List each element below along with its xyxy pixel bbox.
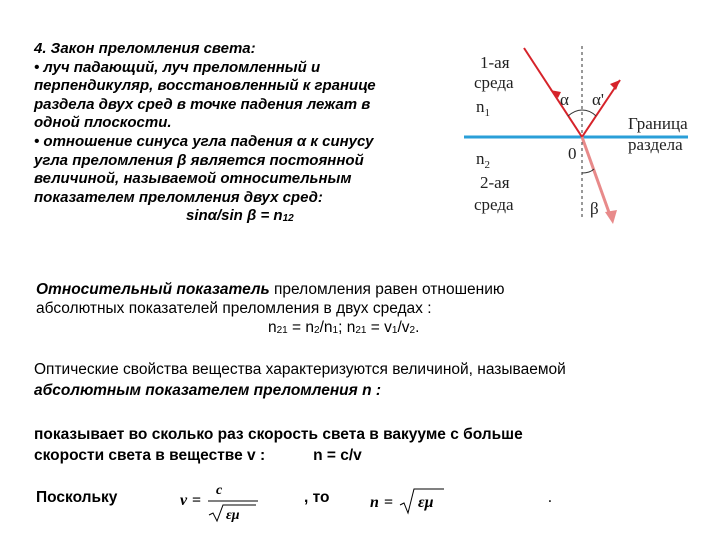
- v-symbol: v: [180, 492, 188, 509]
- beta-symbol: β: [247, 207, 257, 225]
- absolute-index-block: [34, 359, 694, 401]
- velocity-formula: [178, 479, 278, 525]
- text: к синусу: [306, 132, 374, 150]
- text: ; n: [338, 319, 356, 336]
- relative-index-formulas: [36, 318, 676, 340]
- law-point-2-cont: показателем преломления двух сред:: [34, 188, 323, 206]
- equals-sign: =: [384, 494, 394, 511]
- text: .: [415, 319, 420, 336]
- speed-ratio-line-1: показывает во сколько раз скорость света в вакууме с больше: [34, 426, 523, 443]
- refraction-diagram: [462, 38, 702, 228]
- equals-sign: =: [192, 492, 202, 509]
- text: /n: [319, 319, 333, 336]
- medium1-label: среда: [474, 73, 514, 92]
- subscript: 12: [282, 213, 294, 225]
- eps-mu-symbol: εμ: [226, 508, 240, 523]
- absolute-index-line-1: Оптические свойства вещества характеризуются величиной, называемой: [34, 361, 566, 378]
- relative-index-line-2: абсолютных показателей преломления в двух средах :: [36, 300, 432, 317]
- beta-label: β: [590, 199, 599, 218]
- law-heading: 4. Закон преломления света:: [34, 40, 256, 57]
- text: n: [476, 149, 485, 168]
- then-word: , то: [304, 489, 330, 506]
- medium2-label: среда: [474, 195, 514, 214]
- c-symbol: c: [216, 483, 223, 498]
- eps-mu-symbol: εμ: [418, 494, 434, 511]
- alpha-symbol: α: [296, 132, 307, 150]
- since-word: Поскольку: [36, 489, 118, 506]
- n2-label: [476, 149, 490, 171]
- n1-label: [476, 97, 490, 119]
- alpha-symbol: α: [207, 207, 217, 225]
- reflected-arrow-icon: [610, 80, 620, 90]
- alpha-prime-label: α': [592, 90, 604, 109]
- subscript: 1: [391, 325, 398, 336]
- text: = v: [366, 319, 392, 336]
- alpha-arc: [568, 110, 582, 116]
- text: sin: [186, 207, 208, 225]
- text: • отношение синуса угла падения: [34, 132, 297, 150]
- text: преломления равен отношению: [269, 281, 505, 298]
- relative-index-line-1: [36, 280, 676, 299]
- alpha-label: α: [560, 90, 569, 109]
- speed-ratio-block: [34, 424, 694, 466]
- origin-label: 0: [568, 144, 577, 163]
- text: n: [476, 97, 485, 116]
- text: /sin: [217, 207, 248, 225]
- speed-ratio-line-2: [34, 445, 694, 466]
- text: n: [268, 319, 277, 336]
- medium1-label: 1-ая: [480, 53, 510, 72]
- alpha-prime-arc: [582, 110, 596, 116]
- subscript: 2: [409, 325, 416, 336]
- law-point-1-cont: раздела двух сред в точке падения лежат в: [34, 95, 371, 113]
- medium2-label: 2-ая: [480, 173, 510, 192]
- law-point-1-cont: одной плоскости.: [34, 114, 172, 132]
- law-point-2-cont: величиной, называемой относительным: [34, 170, 352, 188]
- law-point-2: [34, 133, 444, 152]
- absolute-index-line-2: абсолютным показателем преломления n :: [34, 382, 382, 399]
- relative-index-block: [36, 280, 676, 340]
- text: = n: [287, 319, 315, 336]
- n-symbol: n: [370, 494, 379, 511]
- law-point-2-cont: [34, 152, 444, 171]
- subscript: 21: [276, 325, 288, 336]
- term-highlight: Относительный показатель: [36, 281, 270, 298]
- law-text-block: [34, 40, 444, 229]
- n-formula: n = c/v: [313, 447, 362, 464]
- text: /v: [397, 319, 410, 336]
- text: = n: [256, 207, 283, 225]
- snell-formula: [34, 207, 444, 229]
- subscript: 2: [484, 159, 490, 171]
- since-row: [36, 485, 696, 525]
- subscript: 21: [355, 325, 367, 336]
- refracted-arrow-icon: [605, 210, 617, 224]
- text: скорости света в веществе v :: [34, 447, 266, 464]
- text: является постоянной: [186, 151, 364, 169]
- text: угла преломления: [34, 151, 178, 169]
- boundary-label: Граница: [628, 114, 688, 133]
- boundary-label: раздела: [628, 135, 683, 154]
- law-point-1: • луч падающий, луч преломленный и: [34, 58, 321, 76]
- subscript: 2: [314, 325, 320, 336]
- index-formula: [366, 483, 476, 523]
- period: .: [548, 489, 552, 506]
- subscript: 1: [332, 325, 339, 336]
- subscript: 1: [484, 107, 490, 119]
- law-point-1-cont: перпендикуляр, восстановленный к границе: [34, 77, 376, 95]
- beta-symbol: β: [177, 151, 187, 169]
